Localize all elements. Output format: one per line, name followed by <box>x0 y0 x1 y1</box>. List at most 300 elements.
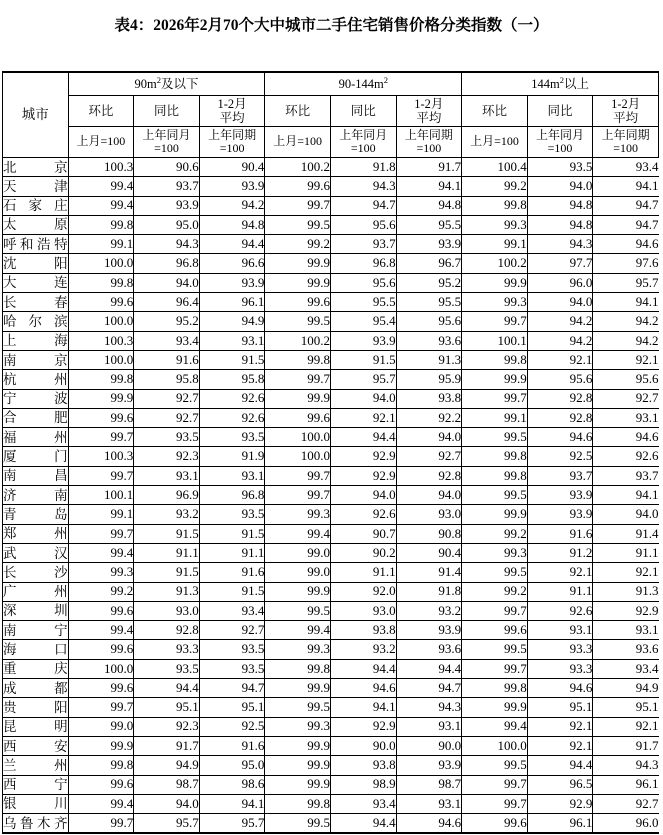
cell-value: 95.6 <box>396 312 462 331</box>
cell-value: 94.1 <box>330 698 396 717</box>
cell-value: 99.1 <box>462 408 528 427</box>
cell-value: 92.1 <box>527 563 593 582</box>
cell-value: 99.8 <box>265 350 331 369</box>
cell-value: 95.6 <box>527 370 593 389</box>
cell-value: 99.6 <box>265 177 331 196</box>
cell-value: 93.5 <box>134 428 200 447</box>
cell-value: 97.6 <box>593 254 659 273</box>
cell-value: 99.1 <box>68 505 134 524</box>
row-city-name <box>3 679 69 698</box>
cell-value: 91.2 <box>527 543 593 562</box>
cell-value: 93.5 <box>199 428 265 447</box>
cell-value: 100.0 <box>68 659 134 678</box>
cell-value: 99.6 <box>265 408 331 427</box>
column-header-avg-g1 <box>396 96 462 127</box>
cell-value: 95.5 <box>396 293 462 312</box>
cell-value: 93.1 <box>396 794 462 813</box>
table-row <box>3 717 659 736</box>
measure-line1-g1c0: 环比 <box>285 104 311 118</box>
row-city-name <box>3 505 69 524</box>
cell-value: 93.9 <box>396 756 462 775</box>
table-row <box>3 621 659 640</box>
cell-value: 94.4 <box>199 235 265 254</box>
cell-value: 93.9 <box>199 273 265 292</box>
cell-value: 99.8 <box>462 196 528 215</box>
row-city-name <box>3 698 69 717</box>
cell-value: 96.0 <box>527 273 593 292</box>
cell-value: 92.9 <box>330 717 396 736</box>
cell-value: 99.4 <box>68 177 134 196</box>
city-label: 海口 <box>3 642 68 658</box>
cell-value: 91.6 <box>134 350 200 369</box>
cell-value: 100.4 <box>462 158 528 177</box>
page-title: 表4：2026年2月70个大中城市二手住宅销售价格分类指数（一） <box>114 17 549 34</box>
cell-value: 94.4 <box>330 814 396 834</box>
row-city-name <box>3 543 69 562</box>
cell-value: 96.0 <box>593 814 659 834</box>
measure-line1-g2c1: 同比 <box>547 104 573 118</box>
group-header-90-144 <box>265 72 462 96</box>
cell-value: 94.8 <box>199 215 265 234</box>
cell-value: 95.4 <box>330 312 396 331</box>
cell-value: 99.2 <box>68 582 134 601</box>
cell-value: 99.5 <box>462 563 528 582</box>
cell-value: 93.5 <box>527 158 593 177</box>
city-label: 深圳 <box>3 603 68 619</box>
cell-value: 92.6 <box>199 408 265 427</box>
cell-value: 99.5 <box>462 428 528 447</box>
cell-value: 99.2 <box>462 524 528 543</box>
cell-value: 91.1 <box>527 582 593 601</box>
cell-value: 90.8 <box>396 524 462 543</box>
cell-value: 99.0 <box>68 717 134 736</box>
row-city-name <box>3 428 69 447</box>
cell-value: 99.5 <box>265 312 331 331</box>
cell-value: 99.8 <box>68 273 134 292</box>
cell-value: 99.9 <box>265 679 331 698</box>
row-city-name <box>3 293 69 312</box>
cell-value: 99.7 <box>68 524 134 543</box>
cell-value: 99.0 <box>265 543 331 562</box>
cell-value: 99.6 <box>462 621 528 640</box>
cell-value: 99.6 <box>68 293 134 312</box>
cell-value: 92.1 <box>593 717 659 736</box>
table-row <box>3 428 659 447</box>
column-header-avg-g2 <box>593 96 659 127</box>
measure-line1-g0c1: 同比 <box>153 104 179 118</box>
table-row <box>3 293 659 312</box>
cell-value: 93.7 <box>527 466 593 485</box>
cell-value: 94.4 <box>527 756 593 775</box>
cell-value: 92.9 <box>527 794 593 813</box>
cell-value: 92.8 <box>134 621 200 640</box>
cell-value: 99.8 <box>68 215 134 234</box>
cell-value: 90.4 <box>396 543 462 562</box>
city-label: 上海 <box>3 333 68 349</box>
cell-value: 90.6 <box>134 158 200 177</box>
cell-value: 93.3 <box>527 640 593 659</box>
cell-value: 96.9 <box>134 486 200 505</box>
city-label: 贵阳 <box>3 699 68 715</box>
cell-value: 94.6 <box>593 235 659 254</box>
table-row <box>3 582 659 601</box>
row-city-name <box>3 717 69 736</box>
cell-value: 90.0 <box>396 736 462 755</box>
cell-value: 99.5 <box>265 215 331 234</box>
cell-value: 93.1 <box>396 717 462 736</box>
city-label: 重庆 <box>3 661 68 677</box>
cell-value: 99.8 <box>462 679 528 698</box>
cell-value: 99.3 <box>462 215 528 234</box>
cell-value: 99.4 <box>68 543 134 562</box>
cell-value: 94.6 <box>527 428 593 447</box>
city-label: 郑州 <box>3 526 68 542</box>
base-line1-g1c0: 上月=100 <box>273 134 323 149</box>
cell-value: 99.9 <box>265 273 331 292</box>
cell-value: 94.1 <box>593 486 659 505</box>
cell-value: 92.8 <box>527 408 593 427</box>
cell-value: 99.4 <box>265 621 331 640</box>
city-label: 福州 <box>3 429 68 445</box>
cell-value: 99.9 <box>462 370 528 389</box>
cell-value: 97.7 <box>527 254 593 273</box>
city-label: 南宁 <box>3 622 68 638</box>
group-label-pre-2: 144m <box>531 77 560 91</box>
cell-value: 93.9 <box>134 196 200 215</box>
group-label-sup-2: 2 <box>559 74 564 85</box>
group-label-sup-0: 2 <box>156 74 161 85</box>
cell-value: 91.5 <box>199 582 265 601</box>
cell-value: 93.3 <box>527 659 593 678</box>
cell-value: 92.8 <box>527 389 593 408</box>
city-label: 沈阳 <box>3 256 68 272</box>
row-city-name <box>3 331 69 350</box>
group-label-pre-1: 90-144m <box>338 77 384 91</box>
cell-value: 99.7 <box>462 601 528 620</box>
cell-value: 99.3 <box>68 563 134 582</box>
cell-value: 94.6 <box>527 679 593 698</box>
cell-value: 91.1 <box>199 543 265 562</box>
base-line1-g1c1: 上年同月 <box>339 127 388 142</box>
cell-value: 99.7 <box>68 814 134 834</box>
column-base-avg-g1 <box>396 127 462 158</box>
measure-line1-g0c0: 环比 <box>88 104 114 118</box>
cell-value: 94.7 <box>593 196 659 215</box>
group-label-post-2: 以上 <box>563 77 589 91</box>
cell-value: 100.0 <box>68 350 134 369</box>
cell-value: 94.9 <box>593 679 659 698</box>
table-row <box>3 312 659 331</box>
cell-value: 99.0 <box>265 563 331 582</box>
header-row-measures <box>3 96 659 127</box>
city-label: 西安 <box>3 738 68 754</box>
cell-value: 93.4 <box>593 659 659 678</box>
cell-value: 94.9 <box>134 756 200 775</box>
cell-value: 92.1 <box>527 717 593 736</box>
cell-value: 99.9 <box>462 273 528 292</box>
cell-value: 99.7 <box>265 370 331 389</box>
cell-value: 92.9 <box>593 601 659 620</box>
cell-value: 94.6 <box>593 428 659 447</box>
cell-value: 93.1 <box>199 331 265 350</box>
cell-value: 99.6 <box>265 293 331 312</box>
group-label-sup-1: 2 <box>383 74 388 85</box>
cell-value: 92.1 <box>330 408 396 427</box>
table-row <box>3 698 659 717</box>
cell-value: 99.6 <box>68 679 134 698</box>
cell-value: 99.3 <box>462 543 528 562</box>
cell-value: 93.2 <box>330 640 396 659</box>
cell-value: 91.6 <box>527 524 593 543</box>
city-label: 太原 <box>3 217 68 233</box>
table-row <box>3 736 659 755</box>
cell-value: 94.0 <box>396 428 462 447</box>
cell-value: 91.4 <box>593 524 659 543</box>
cell-value: 99.8 <box>68 756 134 775</box>
cell-value: 92.3 <box>134 717 200 736</box>
row-city-name <box>3 794 69 813</box>
city-label: 天津 <box>3 178 68 194</box>
cell-value: 93.0 <box>134 601 200 620</box>
cell-value: 92.5 <box>527 447 593 466</box>
row-city-name <box>3 177 69 196</box>
cell-value: 93.5 <box>199 640 265 659</box>
cell-value: 94.0 <box>396 486 462 505</box>
cell-value: 95.7 <box>330 370 396 389</box>
column-header-mom-g1 <box>265 96 331 127</box>
cell-value: 99.7 <box>462 389 528 408</box>
column-header-yoy-g0 <box>134 96 200 127</box>
cell-value: 92.1 <box>593 350 659 369</box>
cell-value: 95.5 <box>396 215 462 234</box>
cell-value: 90.0 <box>330 736 396 755</box>
measure-line1-g1c2: 1-2月 <box>414 97 444 111</box>
cell-value: 99.7 <box>265 196 331 215</box>
cell-value: 98.6 <box>199 775 265 794</box>
cell-value: 94.0 <box>330 486 396 505</box>
table-row <box>3 486 659 505</box>
cell-value: 93.5 <box>134 659 200 678</box>
column-header-yoy-g2 <box>527 96 593 127</box>
cell-value: 91.8 <box>330 158 396 177</box>
cell-value: 93.8 <box>330 756 396 775</box>
cell-value: 98.7 <box>134 775 200 794</box>
cell-value: 99.9 <box>68 389 134 408</box>
city-label: 长沙 <box>3 564 68 580</box>
cell-value: 95.7 <box>134 814 200 834</box>
table-row <box>3 794 659 813</box>
cell-value: 95.7 <box>199 814 265 834</box>
cell-value: 100.0 <box>265 447 331 466</box>
price-index-table <box>2 71 659 834</box>
cell-value: 99.1 <box>68 235 134 254</box>
cell-value: 98.7 <box>396 775 462 794</box>
cell-value: 99.9 <box>265 756 331 775</box>
city-label: 武汉 <box>3 545 68 561</box>
cell-value: 94.9 <box>199 312 265 331</box>
cell-value: 99.3 <box>265 505 331 524</box>
cell-value: 93.5 <box>199 505 265 524</box>
table-row <box>3 389 659 408</box>
cell-value: 93.9 <box>527 486 593 505</box>
cell-value: 99.9 <box>265 389 331 408</box>
cell-value: 99.9 <box>68 736 134 755</box>
cell-value: 98.9 <box>330 775 396 794</box>
cell-value: 100.0 <box>68 312 134 331</box>
measure-line2-g1c2: 平均 <box>416 111 442 125</box>
cell-value: 95.7 <box>593 273 659 292</box>
cell-value: 96.1 <box>199 293 265 312</box>
table-row <box>3 235 659 254</box>
cell-value: 92.1 <box>593 563 659 582</box>
row-city-name <box>3 659 69 678</box>
column-base-mom-g0 <box>68 127 134 158</box>
cell-value: 92.7 <box>593 389 659 408</box>
cell-value: 94.1 <box>593 177 659 196</box>
cell-value: 96.1 <box>593 775 659 794</box>
cell-value: 99.9 <box>265 736 331 755</box>
cell-value: 99.3 <box>265 640 331 659</box>
cell-value: 96.6 <box>199 254 265 273</box>
table-header <box>3 72 659 158</box>
cell-value: 94.0 <box>134 794 200 813</box>
cell-value: 99.2 <box>462 177 528 196</box>
column-base-mom-g2 <box>462 127 528 158</box>
cell-value: 100.3 <box>68 447 134 466</box>
cell-value: 99.9 <box>265 254 331 273</box>
cell-value: 94.3 <box>593 756 659 775</box>
cell-value: 95.1 <box>593 698 659 717</box>
cell-value: 94.2 <box>527 312 593 331</box>
cell-value: 95.1 <box>527 698 593 717</box>
cell-value: 94.6 <box>396 814 462 834</box>
cell-value: 99.5 <box>265 698 331 717</box>
group-label-pre-0: 90m <box>134 77 157 91</box>
cell-value: 93.9 <box>396 621 462 640</box>
cell-value: 99.7 <box>462 659 528 678</box>
group-header-over-144 <box>462 72 659 96</box>
city-label: 长春 <box>3 294 68 310</box>
cell-value: 96.8 <box>134 254 200 273</box>
city-label: 广州 <box>3 584 68 600</box>
cell-value: 96.4 <box>134 293 200 312</box>
table-row <box>3 215 659 234</box>
cell-value: 99.8 <box>462 447 528 466</box>
cell-value: 95.1 <box>134 698 200 717</box>
cell-value: 99.4 <box>265 524 331 543</box>
cell-value: 94.0 <box>527 177 593 196</box>
row-city-name <box>3 235 69 254</box>
cell-value: 93.5 <box>199 659 265 678</box>
row-city-name <box>3 312 69 331</box>
row-city-name <box>3 273 69 292</box>
column-base-yoy-g0 <box>134 127 200 158</box>
measure-line1-g1c1: 同比 <box>350 104 376 118</box>
cell-value: 99.5 <box>265 601 331 620</box>
cell-value: 93.1 <box>199 466 265 485</box>
cell-value: 93.1 <box>134 466 200 485</box>
row-city-name <box>3 486 69 505</box>
column-base-yoy-g2 <box>527 127 593 158</box>
cell-value: 99.9 <box>462 505 528 524</box>
cell-value: 92.9 <box>330 447 396 466</box>
row-city-name <box>3 370 69 389</box>
base-line1-g1c2: 上年同期 <box>404 127 453 142</box>
cell-value: 100.0 <box>265 428 331 447</box>
cell-value: 93.4 <box>330 794 396 813</box>
cell-value: 93.4 <box>134 331 200 350</box>
base-line1-g0c2: 上年同期 <box>208 127 257 142</box>
table-row <box>3 408 659 427</box>
group-label-post-0: 及以下 <box>160 77 199 91</box>
base-line2-g2c1: =100 <box>547 141 573 155</box>
city-label: 银川 <box>3 796 68 812</box>
cell-value: 94.2 <box>593 331 659 350</box>
cell-value: 94.3 <box>330 177 396 196</box>
cell-value: 99.4 <box>68 621 134 640</box>
cell-value: 91.5 <box>134 524 200 543</box>
cell-value: 93.0 <box>330 601 396 620</box>
cell-value: 99.4 <box>68 794 134 813</box>
cell-value: 100.3 <box>68 158 134 177</box>
cell-value: 91.9 <box>199 447 265 466</box>
cell-value: 99.6 <box>68 408 134 427</box>
cell-value: 95.2 <box>134 312 200 331</box>
cell-value: 99.7 <box>265 466 331 485</box>
cell-value: 99.3 <box>265 717 331 736</box>
cell-value: 94.7 <box>199 679 265 698</box>
city-label: 兰州 <box>3 757 68 773</box>
column-header-mom-g0 <box>68 96 134 127</box>
cell-value: 92.1 <box>527 736 593 755</box>
cell-value: 99.6 <box>68 640 134 659</box>
cell-value: 93.9 <box>396 235 462 254</box>
cell-value: 99.7 <box>462 312 528 331</box>
header-row-groups <box>3 72 659 96</box>
table-row <box>3 254 659 273</box>
cell-value: 93.1 <box>527 621 593 640</box>
cell-value: 100.2 <box>265 331 331 350</box>
row-city-name <box>3 756 69 775</box>
row-city-name <box>3 601 69 620</box>
cell-value: 99.4 <box>462 717 528 736</box>
city-label: 青岛 <box>3 506 68 522</box>
cell-value: 92.6 <box>330 505 396 524</box>
row-city-name <box>3 621 69 640</box>
cell-value: 93.9 <box>330 331 396 350</box>
base-line2-g1c2: =100 <box>416 141 442 155</box>
table-row <box>3 466 659 485</box>
cell-value: 99.7 <box>68 466 134 485</box>
cell-value: 92.6 <box>593 447 659 466</box>
cell-value: 92.6 <box>199 389 265 408</box>
measure-line1-g2c2: 1-2月 <box>611 97 641 111</box>
row-city-name <box>3 814 69 834</box>
row-city-name <box>3 389 69 408</box>
cell-value: 91.1 <box>330 563 396 582</box>
base-line2-g0c1: =100 <box>154 141 179 155</box>
cell-value: 92.3 <box>134 447 200 466</box>
cell-value: 92.8 <box>396 466 462 485</box>
row-city-name <box>3 447 69 466</box>
cell-value: 93.1 <box>593 408 659 427</box>
cell-value: 95.5 <box>330 293 396 312</box>
cell-value: 94.8 <box>396 196 462 215</box>
cell-value: 93.0 <box>396 505 462 524</box>
cell-value: 99.7 <box>68 428 134 447</box>
table-row <box>3 524 659 543</box>
column-header-yoy-g1 <box>330 96 396 127</box>
